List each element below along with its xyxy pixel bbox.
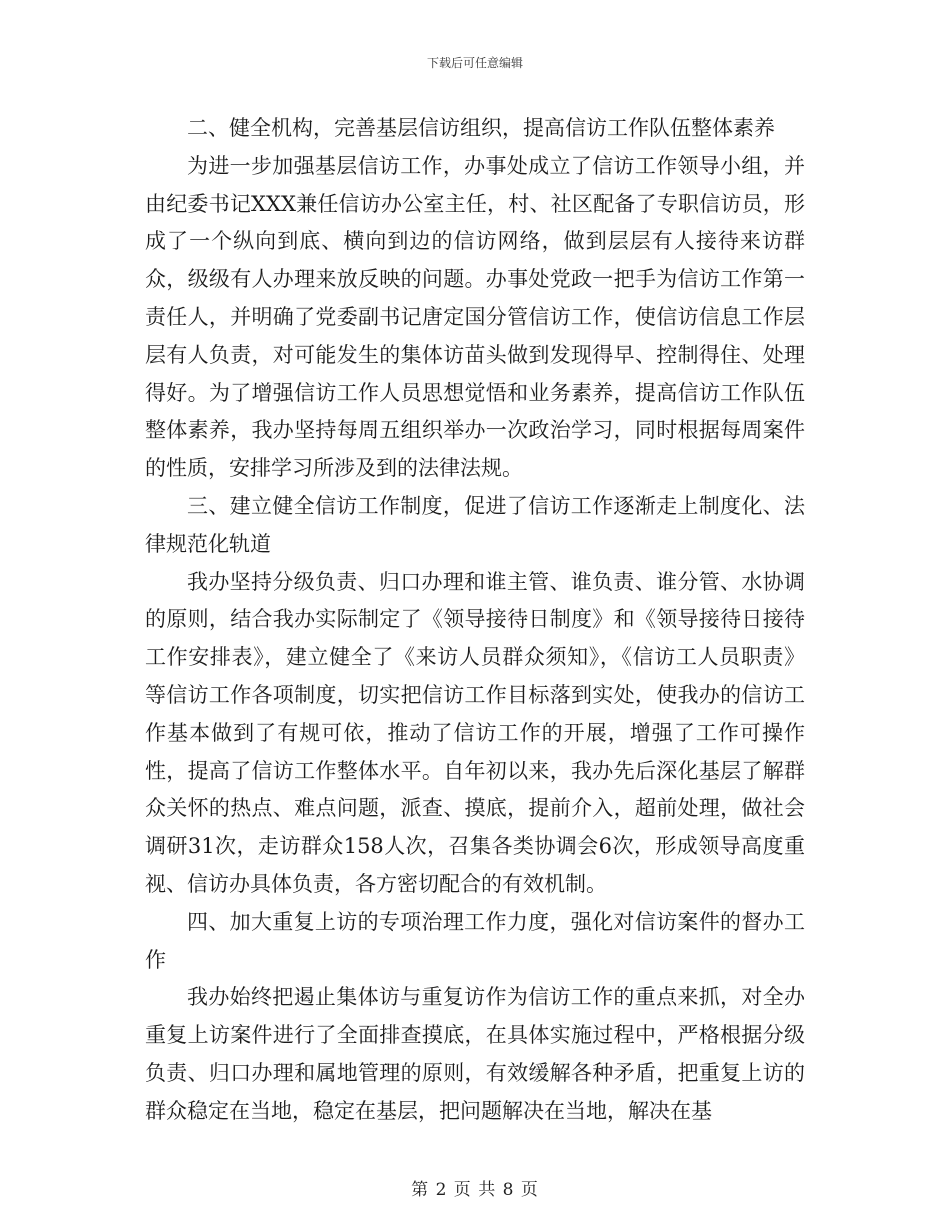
page-footer: 第 2 页 共 8 页 <box>411 1180 539 1200</box>
section-heading-2: 二、健全机构，完善基层信访组织，提高信访工作队伍整体素养 <box>187 116 775 140</box>
page-header: 下载后可任意编辑 <box>426 56 523 70</box>
body-paragraph: 为进一步加强基层信访工作，办事处成立了信访工作领导小组，并由纪委书记XXX兼任信访办公室主任，村、社区配备了专职信访员，形成了一个纵向到底、横向到边的信访网络，做到层层有人接待来访群众，级级有人办理来放反映的问题。办事处党政一把手为信访工作第一责任人，并明确了党委副书记唐定国分管信访工作，使信访信息工作层层有人负责，对可能发生的集体访苗头做到发现得早、控制得住、处理得好。为了增强信访工作人员思想觉悟和业务素养，提高信访工作队伍整体素养，我办坚持每周五组织举办一次政治学习，同时根据每周案件的性质，安排学习所涉及到的法律法规。 <box>145 153 805 481</box>
body-paragraph: 我办坚持分级负责、归口办理和谁主管、谁负责、谁分管、水协调的原则，结合我办实际制定了《领导接待日制度》和《领导接待日接待工作安排表》，建立健全了《来访人员群众须知》，《信访工人员职责》等信访工作各项制度，切实把信访工作目标落到实处，使我办的信访工作基本做到了有规可依，推动了信访工作的开展，增强了工作可操作性，提高了信访工作整体水平。自年初以来，我办先后深化基层了解群众关怀的热点、难点问题，派查、摸底，提前介入，超前处理，做社会调研31次，走访群众158人次，召集各类协调会6次，形成领导高度重视、信访办具体负责，各方密切配合的有效机制。 <box>145 569 805 896</box>
document-body <box>145 110 805 1131</box>
body-paragraph: 我办始终把遏止集体访与重复访作为信访工作的重点来抓，对全办重复上访案件进行了全面排查摸底，在具体实施过程中，严格根据分级负责、归口办理和属地管理的原则，有效缓解各种矛盾，把重复上访的群众稳定在当地，稳定在基层，把问题解决在当地，解决在基 <box>145 985 805 1123</box>
section-heading-3: 三、建立健全信访工作制度，促进了信访工作逐渐走上制度化、法律规范化轨道 <box>145 493 805 556</box>
section-heading-4: 四、加大重复上访的专项治理工作力度，强化对信访案件的督办工作 <box>145 909 805 972</box>
